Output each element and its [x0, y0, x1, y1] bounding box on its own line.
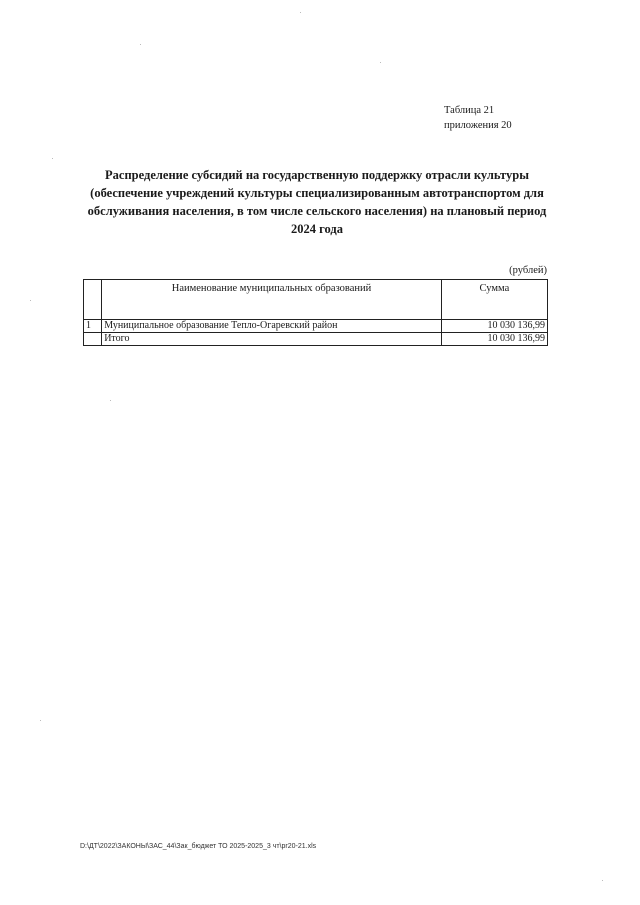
title-line-2: (обеспечение учреждений культуры специализированным автотранспортом для — [90, 186, 544, 200]
scan-speck — [52, 158, 53, 159]
table-reference — [444, 103, 512, 133]
total-number-cell — [84, 333, 102, 346]
total-label: Итого — [102, 333, 442, 346]
table-number: Таблица 21 — [444, 105, 495, 116]
title-line-4: 2024 года — [291, 222, 343, 236]
column-header-number — [84, 280, 102, 320]
scan-speck — [300, 12, 301, 13]
row-municipality-name: Муниципальное образование Тепло-Огаревский район — [102, 320, 442, 333]
table-row — [84, 320, 548, 333]
scan-speck — [40, 720, 41, 721]
column-header-sum: Сумма — [441, 280, 547, 320]
column-header-name: Наименование муниципальных образований — [102, 280, 442, 320]
table-total-row — [84, 333, 548, 346]
title-line-1: Распределение субсидий на государственную поддержку отрасли культуры — [105, 168, 529, 182]
scan-speck — [140, 44, 141, 45]
file-path-footer: D:\ДТ\2022\ЗАКОНЫ\ЗАС_44\Зак_бюджет ТО 2025-2025_3 чт\pr20-21.xls — [80, 843, 317, 850]
appendix-number: приложения 20 — [444, 120, 512, 131]
title-line-3: обслуживания населения, в том числе сельского населения) на плановый период — [87, 204, 547, 218]
table-header-row — [84, 280, 548, 320]
scan-speck — [30, 300, 31, 301]
row-number: 1 — [84, 320, 102, 333]
row-sum: 10 030 136,99 — [441, 320, 547, 333]
units-label: (рублей) — [509, 265, 547, 276]
subsidy-table — [83, 279, 548, 346]
scan-speck — [110, 400, 111, 401]
scan-speck — [380, 62, 381, 63]
total-sum: 10 030 136,99 — [441, 333, 547, 346]
document-title — [82, 166, 552, 238]
scan-speck — [602, 880, 603, 881]
